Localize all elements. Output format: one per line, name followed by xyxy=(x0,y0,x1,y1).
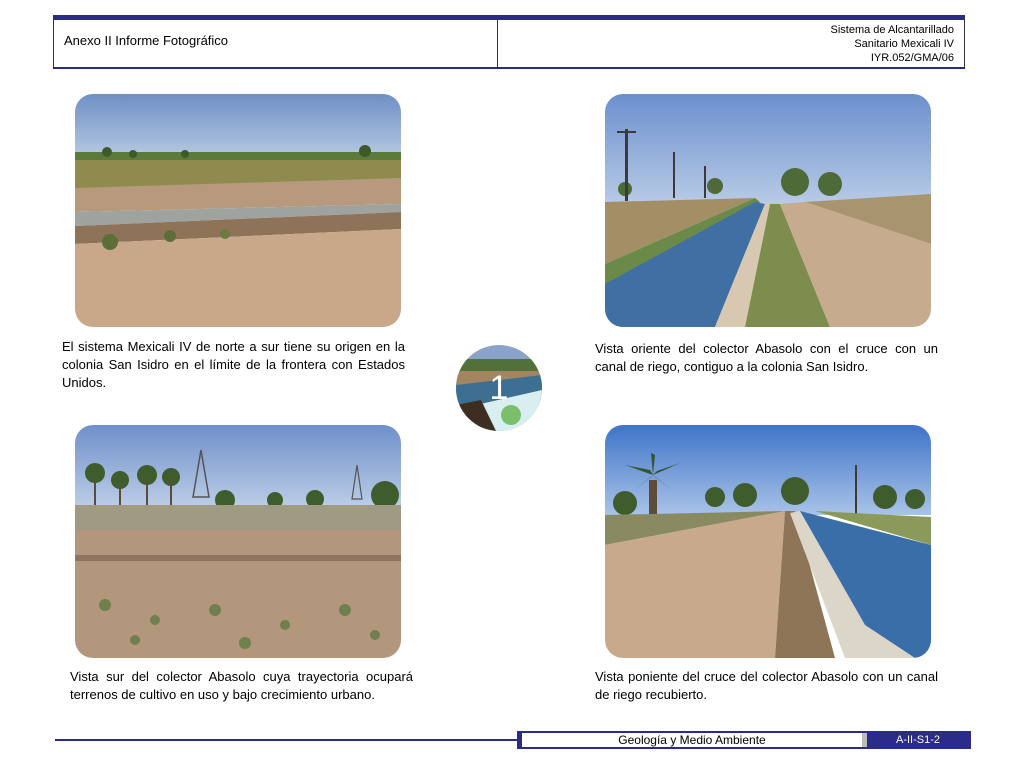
caption-photo-2: Vista oriente del colector Abasolo con el cruce con un canal de riego, contiguo a la colonia San Isidro. xyxy=(595,341,938,374)
photo-canal-east xyxy=(605,94,931,327)
caption-photo-3: Vista sur del colector Abasolo cuya trayectoria ocupará terrenos de cultivo en uso y bajo crecimiento urbano. xyxy=(70,669,413,702)
project-line-1: Sistema de Alcantarillado xyxy=(830,24,954,36)
project-info xyxy=(830,23,954,65)
document-title: Anexo II Informe Fotográfico xyxy=(64,33,229,48)
footer-rule xyxy=(55,739,517,741)
footer-separator xyxy=(862,733,867,747)
caption-photo-1: El sistema Mexicali IV de norte a sur tiene su origen en la colonia San Isidro en el límite de la frontera con Estados Unidos. xyxy=(62,339,405,390)
project-line-3: IYR.052/GMA/06 xyxy=(870,52,954,64)
photo-farmland-south xyxy=(75,425,401,658)
photo-canal-west xyxy=(605,425,931,658)
caption-photo-4: Vista poniente del cruce del colector Abasolo con un canal de riego recubierto. xyxy=(595,669,938,702)
footer-department: Geología y Medio Ambiente xyxy=(522,733,862,747)
project-line-2: Sanitario Mexicali IV xyxy=(854,38,954,50)
header-divider xyxy=(497,20,498,69)
photo-field-canal xyxy=(75,94,401,327)
page-code: A-II-S1-2 xyxy=(895,734,940,746)
section-number: 1 xyxy=(489,369,509,407)
